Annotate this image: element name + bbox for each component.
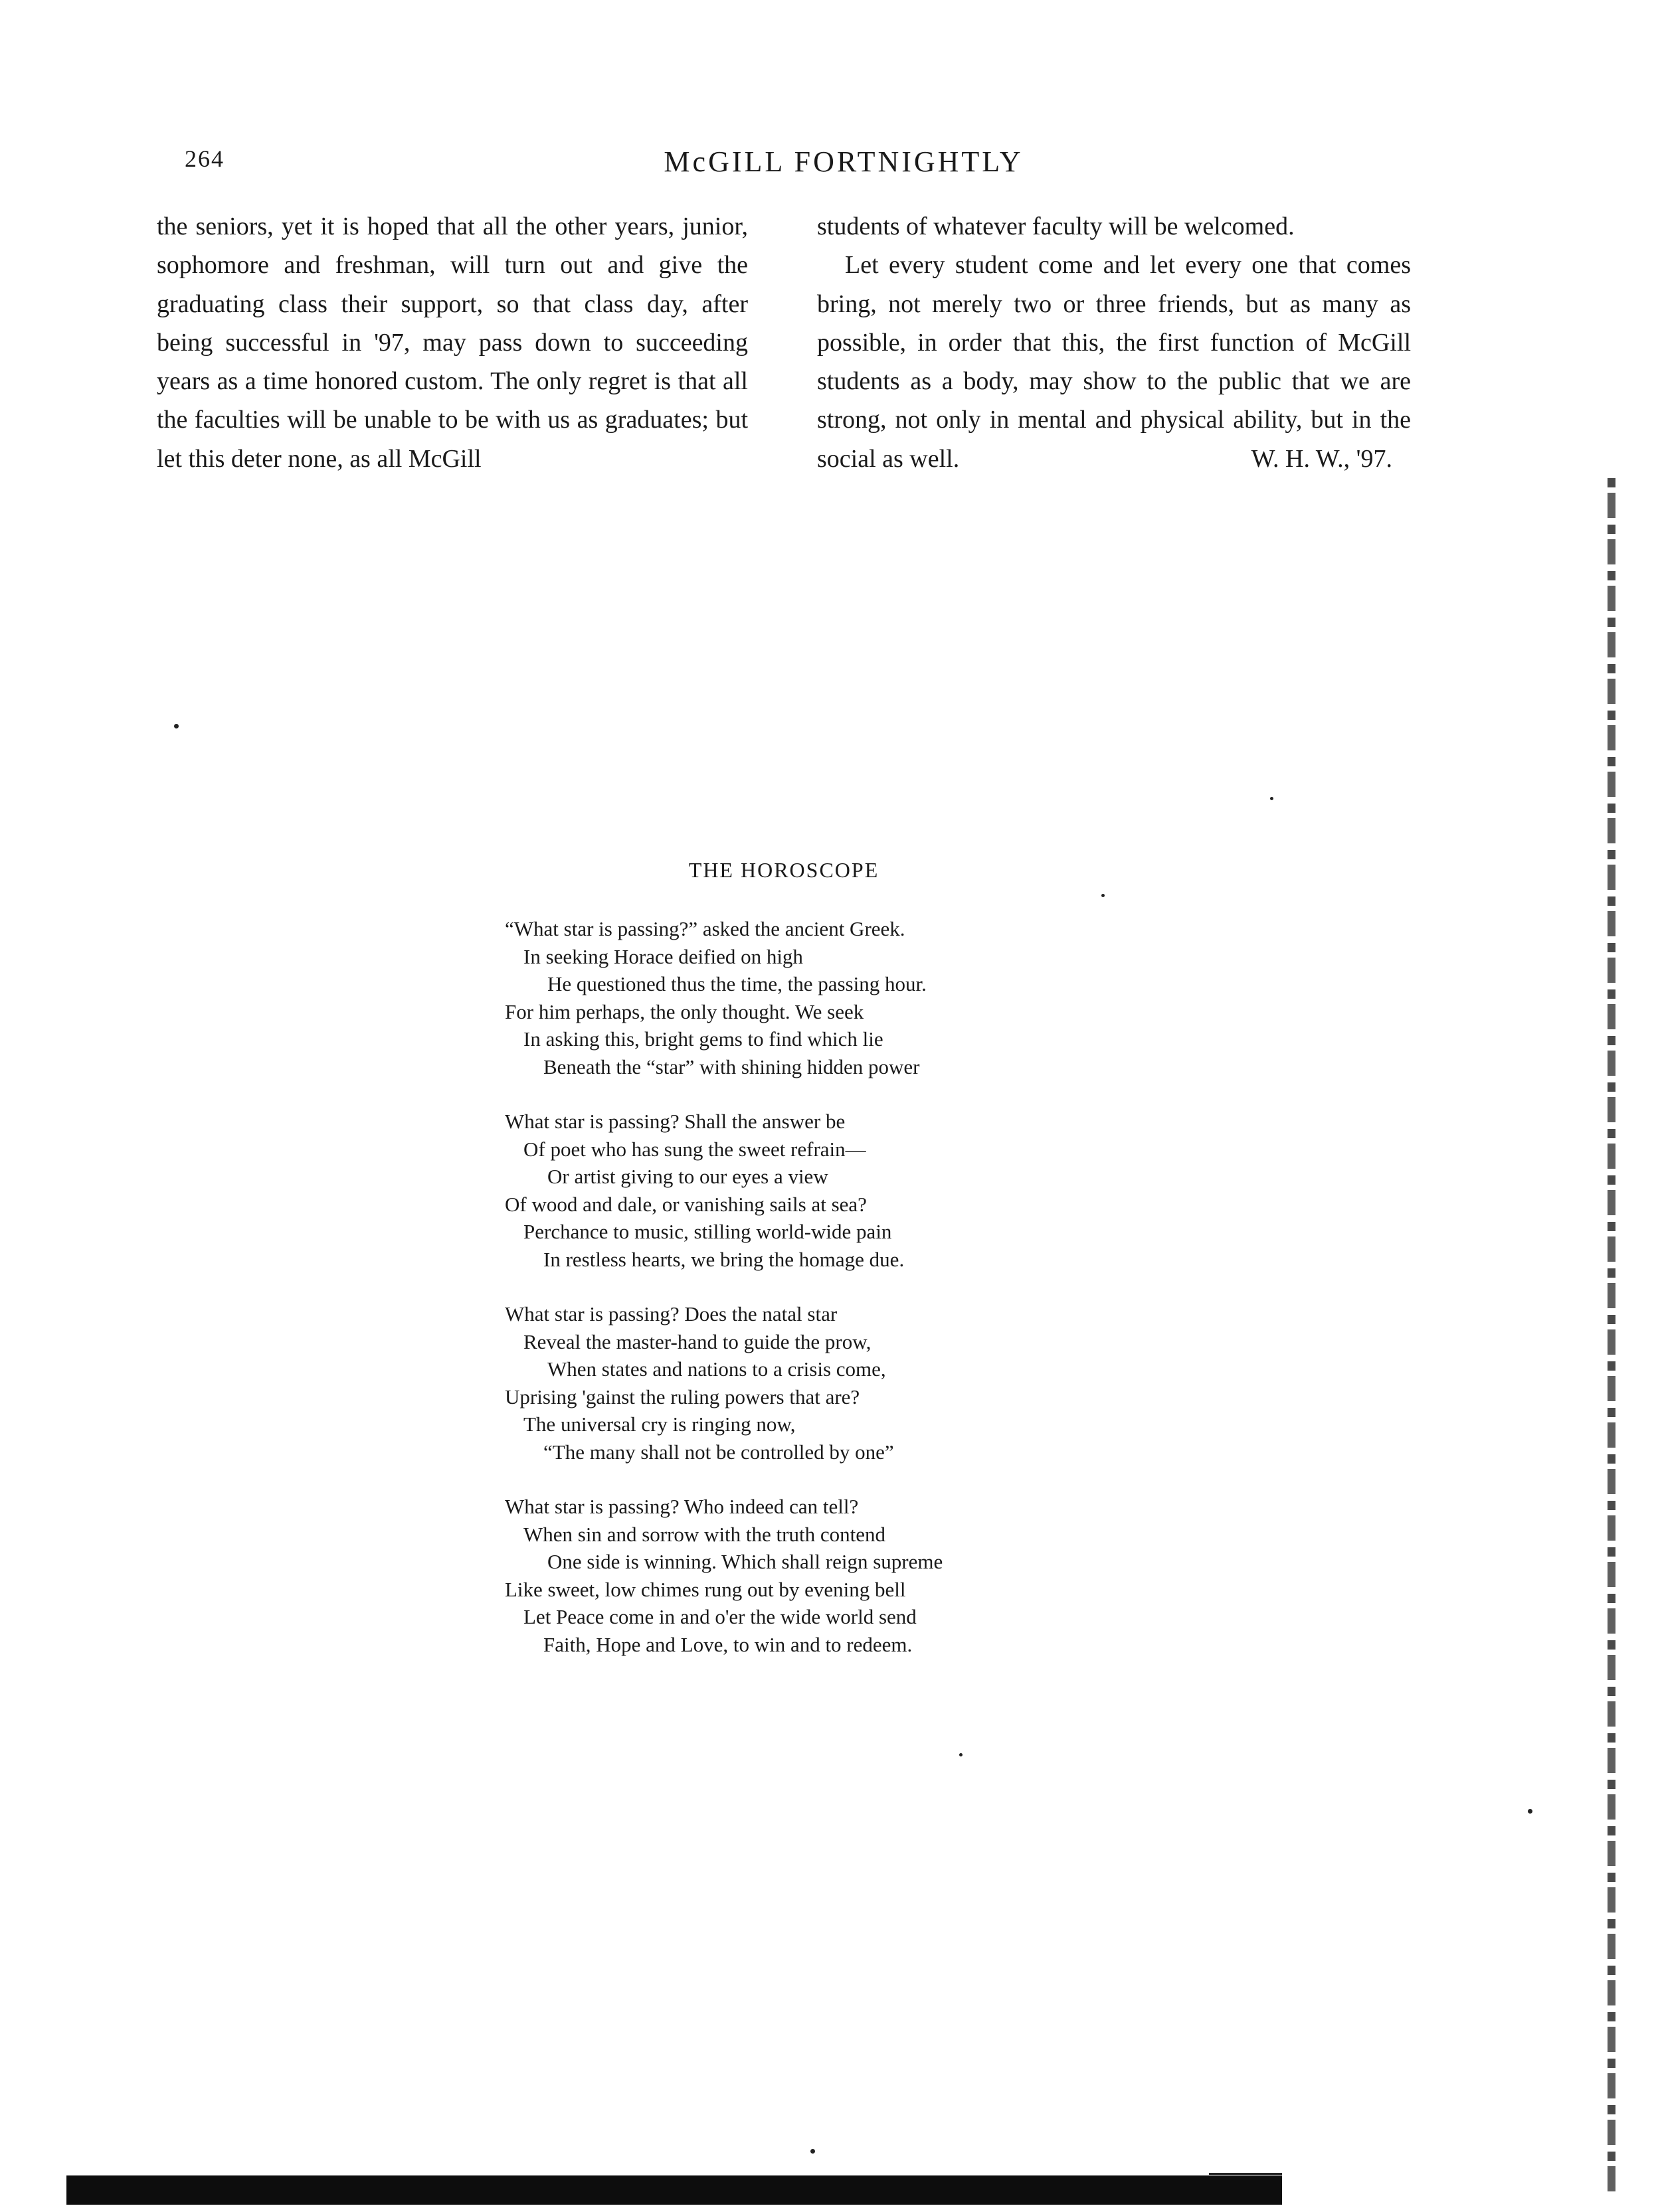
article-left-column (157, 207, 748, 478)
page-number: 264 (185, 145, 225, 172)
running-head: McGILL FORTNIGHTLY (664, 145, 1024, 178)
poem-stanza (505, 1493, 1103, 1658)
poem-line: Reveal the master-hand to guide the prow, (523, 1329, 872, 1353)
article-text: Let every student come and let every one that comes bring, not merely two or three friends, but as many as possible, in order that this, the first function of McGill students as a body, may show to the public that we are strong, not only in mental and physical ability, but in the social as well. (817, 251, 1411, 473)
poem-stanza (505, 915, 1103, 1080)
poem-line: What star is passing? Does the natal star (505, 1302, 838, 1325)
ink-speck (810, 2149, 815, 2154)
poem-line: In seeking Horace deified on high (523, 944, 803, 968)
article-paragraph: the seniors, yet it is hoped that all the other years, junior, sophomore and freshman, will turn out and give the graduating class their support, so that class day, after being successful in '97, may pass down to succeeding years as a time honored custom. The only regret is that all the faculties will be unable to be with us as graduates; but let this deter none, as all McGill (157, 213, 748, 473)
article-signature: W. H. W., '97. (1251, 444, 1392, 473)
poem-stanza (505, 1300, 1103, 1466)
poem-stanza (505, 1108, 1103, 1273)
poem-line: What star is passing? Who indeed can tell? (505, 1495, 859, 1518)
poem-line: What star is passing? Shall the answer be (505, 1110, 846, 1133)
bottom-rule (66, 2175, 1282, 2205)
article-right-column (817, 207, 1411, 478)
poem-line: When sin and sorrow with the truth contend (523, 1522, 885, 1546)
poem-line: For him perhaps, the only thought. We seek (505, 999, 864, 1023)
poem-line: Of poet who has sung the sweet refrain— (523, 1137, 866, 1161)
poem-line: Beneath the “star” with shining hidden power (543, 1055, 920, 1078)
poem-line: He questioned thus the time, the passing hour. (547, 972, 927, 995)
ink-speck (174, 724, 179, 728)
poem-line: In restless hearts, we bring the homage due. (543, 1247, 905, 1271)
poem-line: Or artist giving to our eyes a view (547, 1165, 828, 1188)
poem (505, 915, 1103, 1685)
poem-line: When states and nations to a crisis come, (547, 1357, 886, 1381)
poem-line: Faith, Hope and Love, to win and to redeem. (543, 1632, 913, 1656)
ink-speck (1270, 797, 1273, 800)
poem-line: Of wood and dale, or vanishing sails at sea? (505, 1192, 867, 1216)
poem-line: The universal cry is ringing now, (523, 1412, 796, 1436)
poem-line: Let Peace come in and o'er the wide world send (523, 1605, 917, 1628)
scan-edge (1608, 478, 1615, 2191)
article-paragraph: students of whatever faculty will be welcomed. (817, 213, 1295, 240)
poem-line: Uprising 'gainst the ruling powers that are? (505, 1385, 860, 1408)
poem-line: One side is winning. Which shall reign supreme (547, 1550, 943, 1573)
poem-line: Perchance to music, stilling world-wide pain (523, 1220, 892, 1243)
poem-line: “The many shall not be controlled by one” (543, 1440, 894, 1464)
article-paragraph (817, 246, 1411, 478)
poem-line: Like sweet, low chimes rung out by evening bell (505, 1577, 906, 1601)
bottom-rule-tail (1209, 2173, 1282, 2175)
poem-line: In asking this, bright gems to find which lie (523, 1027, 883, 1051)
ink-speck (1101, 894, 1105, 897)
poem-line: “What star is passing?” asked the ancient Greek. (505, 917, 905, 940)
poem-title: THE HOROSCOPE (688, 858, 879, 882)
ink-speck (1528, 1809, 1532, 1814)
ink-speck (959, 1753, 963, 1756)
